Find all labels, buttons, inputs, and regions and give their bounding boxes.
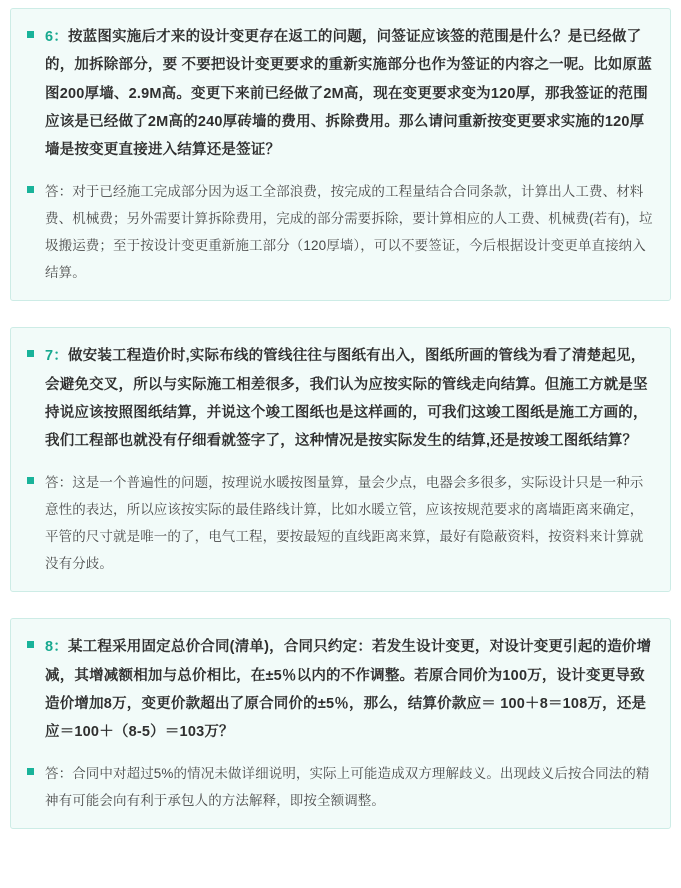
question-number: 8： [45, 639, 68, 656]
answer-block [25, 469, 654, 577]
answer-label: 答： [45, 184, 73, 200]
square-bullet-icon [27, 477, 34, 484]
answer-block [25, 760, 654, 814]
question-number: 6： [45, 29, 68, 45]
answer-label: 答： [45, 766, 73, 782]
answer-block [25, 178, 654, 286]
answer-text [45, 475, 643, 571]
question-block [25, 23, 654, 164]
square-bullet-icon [27, 350, 34, 357]
qa-card [10, 327, 671, 592]
qa-card [10, 618, 671, 829]
question-body: 做安装工程造价时,实际布线的管线往往与图纸有出入，图纸所画的管线为看了清楚起见，会避免交叉，所以与实际施工相差很多，我们认为应按实际的管线走向结算。但施工方就是坚持说应该按照图纸结算，并说这个竣工图纸也是这样画的，可我们这竣工图纸是施工方画的，我们工程部也就没有仔细看就签字了，这种情况是按实际发生的结算,还是按竣工图纸结算？ [45, 348, 648, 450]
answer-text [45, 184, 653, 280]
question-body: 某工程采用固定总价合同(清单)，合同只约定：若发生设计变更，对设计变更引起的造价增减，其增减额相加与总价相比，在±5％以内的不作调整。若原合同价为100万，设计变更导致造价增加8万，变更价款超出了原合同价的±5％，那么，结算价款应＝ 100＋8＝108万，还是应＝100＋（8-5）＝103万？ [45, 639, 652, 741]
square-bullet-icon [27, 641, 34, 648]
question-text [45, 639, 651, 740]
answer-text [45, 766, 650, 808]
question-block [25, 342, 654, 455]
question-body: 按蓝图实施后才来的设计变更存在返工的问题，问签证应该签的范围是什么？是已经做了的，加拆除部分，要 不要把设计变更要求的重新实施部分也作为签证的内容之一呢。比如原蓝图200厚墙、2.9M高。变更下来前已经做了2M高，现在变更要求变为120厚，那我签证的范围应该是已经做了2M高的240厚砖墙的费用、拆除费用。那么请问重新按变更要求实施的120厚墙是按变更直接进入结算还是签证？ [45, 29, 652, 159]
question-text [45, 348, 648, 449]
qa-card [10, 8, 671, 301]
square-bullet-icon [27, 186, 34, 193]
answer-body: 合同中对超过5%的情况未做详细说明，实际上可能造成双方理解歧义。出现歧义后按合同法的精神有可能会向有利于承包人的方法解释，即按全额调整。 [45, 766, 650, 809]
answer-body: 对于已经施工完成部分因为返工全部浪费，按完成的工程量结合合同条款，计算出人工费、材料费、机械费；另外需要计算拆除费用，完成的部分需要拆除，要计算相应的人工费、机械费(若有)，垃圾搬运费；至于按设计变更重新施工部分（120厚墙），可以不要签证，今后根据设计变更单直接纳入结算。 [45, 184, 653, 281]
answer-body: 这是一个普遍性的问题，按理说水暖按图量算，量会少点，电器会多很多，实际设计只是一种示意性的表达，所以应该按实际的最佳路线计算，比如水暖立管，应该按规范要求的离墙距离来确定，平管的尺寸就是唯一的了，电气工程，要按最短的直线距离来算，最好有隐蔽资料，按资料来计算就没有分歧。 [45, 475, 644, 572]
square-bullet-icon [27, 768, 34, 775]
square-bullet-icon [27, 31, 34, 38]
answer-label: 答： [45, 475, 73, 491]
question-block [25, 633, 654, 746]
question-text [45, 29, 652, 158]
question-number: 7： [45, 348, 68, 365]
